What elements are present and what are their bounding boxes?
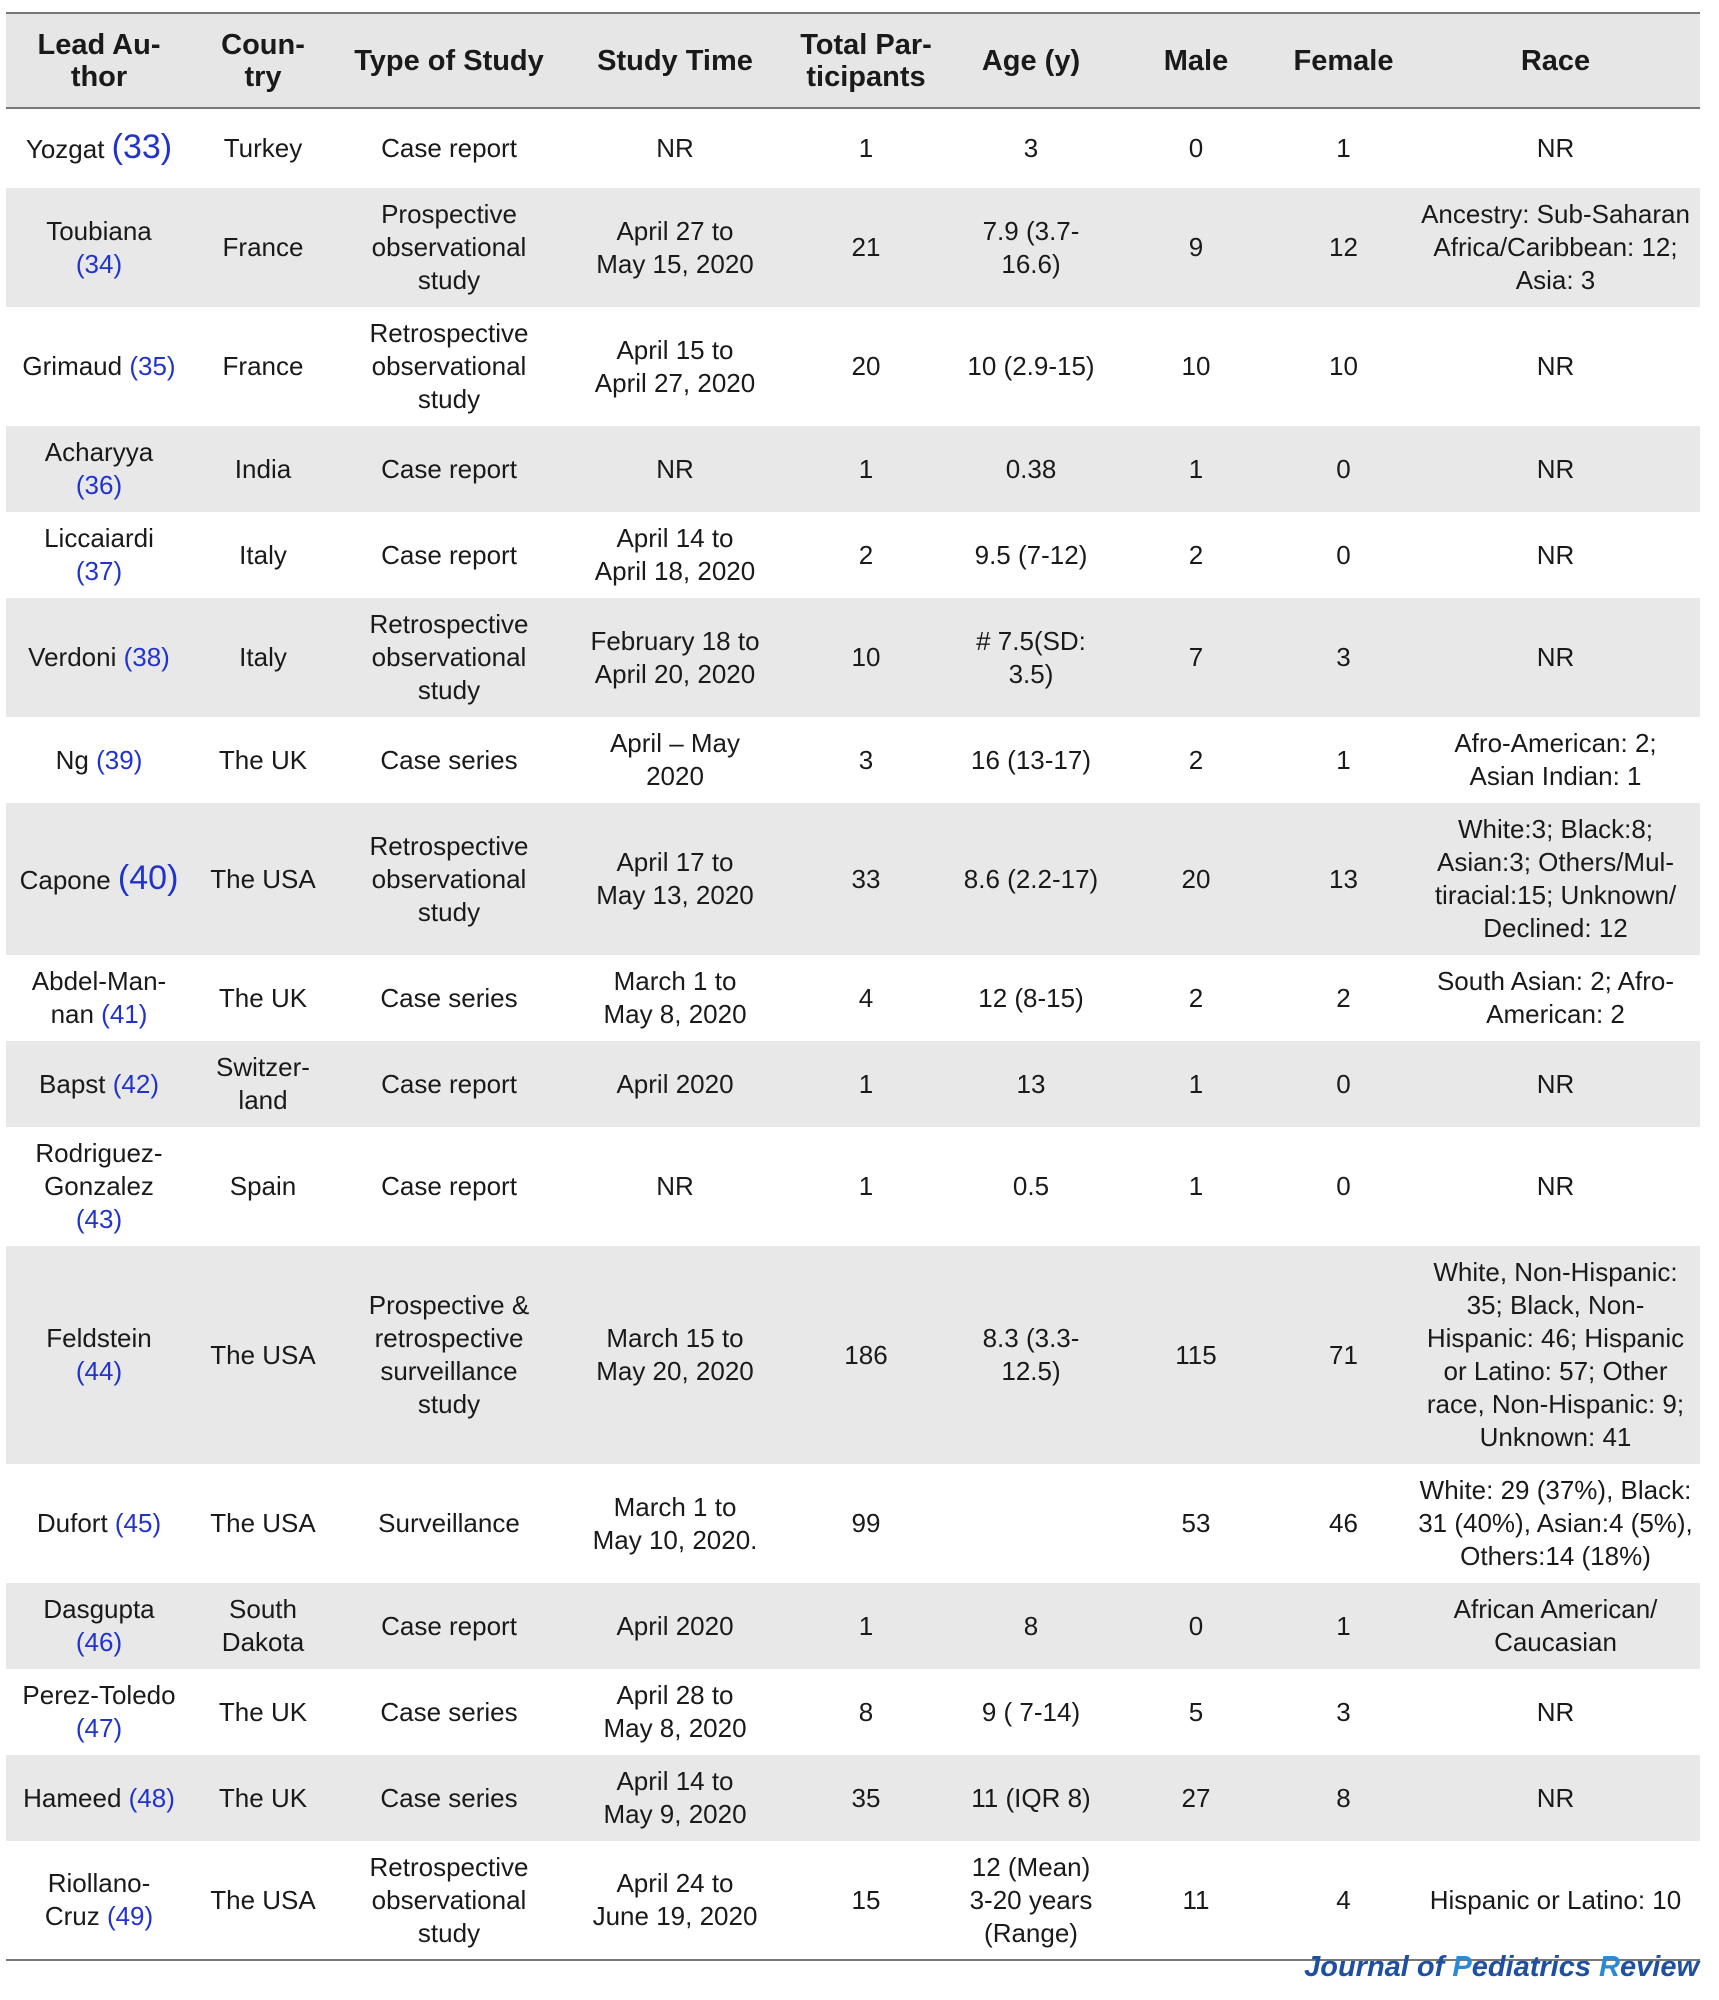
cell-race: NR [1536,642,1575,672]
cell-country: France [222,232,304,262]
table-row [6,803,1700,955]
column-header: Total Par- ticipants [800,28,932,93]
table-row [6,1041,1700,1127]
cell-study-time: April 2020 [616,1610,734,1641]
cell-race: NR [1536,539,1575,570]
cell-female: 46 [1329,1508,1358,1538]
cell-female: 71 [1329,1339,1358,1370]
study-table [6,12,1700,1961]
column-header: Study Time [597,44,753,77]
cell-country: Italy [239,642,287,672]
column-header: Male [1163,44,1229,77]
cell-female: 8 [1336,1782,1351,1813]
cell-female: 3 [1336,642,1351,672]
cell-race: Ancestry: Sub-Saharan Africa/Caribbean: 12; Asia: 3 [1421,199,1690,295]
cell-lead-author: Acharyya (36) [44,437,154,500]
cell-lead-author: Dufort (45) [36,1508,162,1538]
cell-study-time: NR [656,1171,694,1201]
cell-lead-author: Perez-Toledo (47) [22,1680,176,1743]
cell-race: NR [1536,453,1575,484]
cell-total-participants: 10 [851,642,881,672]
table-body [6,108,1700,1960]
table-header [6,13,1700,108]
cell-total-participants: 1 [858,1068,874,1099]
cell-study-type: Case report [381,1171,517,1201]
cell-race: NR [1536,133,1575,163]
table-row [6,1246,1700,1464]
cell-lead-author: Riollano- Cruz (49) [44,1868,154,1931]
reference-link[interactable]: (42) [112,1068,159,1099]
cell-total-participants: 1 [858,453,874,484]
cell-male: 0 [1188,133,1204,163]
journal-part-4: R [1599,1951,1620,1983]
cell-male: 10 [1181,351,1211,381]
reference-link[interactable]: (48) [128,1782,175,1813]
table-row [6,108,1700,188]
cell-age: 8 [1023,1610,1039,1641]
cell-female: 1 [1336,1610,1351,1641]
cell-study-time: April 28 to May 8, 2020 [603,1680,747,1743]
cell-country: The USA [210,1884,316,1915]
cell-study-time: April 2020 [616,1068,734,1099]
reference-link[interactable]: (39) [96,744,143,775]
cell-total-participants: 1 [858,1171,874,1201]
cell-lead-author: Verdoni (38) [28,642,170,672]
reference-link[interactable]: (35) [129,351,176,381]
cell-study-type: Prospective observational study [371,199,527,295]
cell-male: 5 [1188,1696,1204,1727]
column-header: Age (y) [981,44,1081,77]
cell-country: Spain [229,1171,297,1201]
column-header: Lead Au- thor [37,28,161,93]
column-header: Race [1520,44,1591,77]
cell-age: 3 [1023,133,1039,163]
cell-male: 1 [1188,453,1204,484]
cell-study-time: February 18 to April 20, 2020 [590,625,760,689]
cell-country: Italy [239,539,287,570]
cell-age: 7.9 (3.7- 16.6) [982,215,1080,279]
reference-link[interactable]: (33) [111,128,173,166]
cell-country: India [234,453,292,484]
cell-total-participants: 15 [851,1884,881,1915]
column-header: Coun- try [221,28,305,93]
cell-age: 9.5 (7-12) [974,539,1088,570]
journal-part-5: eview [1620,1951,1699,1983]
table-row [6,1669,1700,1755]
cell-study-type: Case series [380,1782,518,1813]
cell-male: 2 [1188,539,1204,570]
cell-male: 1 [1188,1171,1204,1201]
cell-lead-author: Dasgupta (46) [43,1594,155,1657]
cell-age: 10 (2.9-15) [967,351,1095,381]
reference-link[interactable]: (46) [75,1627,123,1657]
cell-race: White: 29 (37%), Black: 31 (40%), Asian:4 (5%), Others:14 (18%) [1418,1475,1693,1571]
header-row [6,13,1700,108]
cell-total-participants: 4 [858,982,874,1013]
cell-race: Afro-American: 2; Asian Indian: 1 [1454,728,1657,791]
cell-male: 7 [1188,642,1204,672]
cell-total-participants: 20 [851,351,881,381]
journal-part-3: ediatrics [1471,1951,1600,1983]
cell-male: 53 [1181,1508,1211,1538]
cell-female: 12 [1329,232,1358,262]
cell-study-time: April 14 to April 18, 2020 [594,523,756,586]
cell-study-type: Surveillance [378,1508,520,1538]
cell-lead-author: Bapst (42) [39,1068,159,1099]
cell-study-type: Retrospective observational study [369,830,529,927]
reference-link[interactable]: (38) [123,642,170,672]
cell-total-participants: 1 [858,1610,874,1641]
cell-age: 16 (13-17) [971,744,1091,775]
cell-race: NR [1536,1171,1575,1201]
cell-study-time: April 17 to May 13, 2020 [596,847,754,910]
table-row [6,307,1700,426]
cell-lead-author: Ng (39) [55,744,143,775]
study-table-container [6,12,1700,1961]
cell-study-type: Retrospective observational study [369,318,529,414]
cell-female: 10 [1329,351,1358,381]
cell-study-type: Case series [380,982,518,1013]
cell-study-time: April 27 to May 15, 2020 [596,215,754,279]
table-row [6,188,1700,307]
cell-age [946,1464,1116,1583]
cell-male: 2 [1188,744,1204,775]
cell-race: NR [1536,1068,1575,1099]
table-row [6,1583,1700,1669]
cell-lead-author: Feldstein (44) [46,1323,152,1386]
cell-race: White, Non-Hispanic: 35; Black, Non- Hispanic: 46; Hispanic or Latino: 57; Other race, Non-Hispanic: 9; Unknown: 41 [1426,1257,1685,1452]
cell-female: 0 [1336,453,1351,484]
cell-lead-author: Rodriguez- Gonzalez (43) [35,1138,163,1234]
cell-male: 20 [1181,863,1211,894]
table-row [6,1127,1700,1246]
journal-part-1: Journal of [1304,1951,1453,1983]
cell-total-participants: 35 [851,1782,881,1813]
cell-study-type: Case report [381,453,517,484]
cell-study-type: Prospective & retrospective surveillance study [368,1290,530,1419]
reference-link[interactable]: (40) [117,858,179,897]
table-row [6,1841,1700,1960]
cell-total-participants: 2 [858,539,874,570]
table-row [6,955,1700,1041]
column-header: Type of Study [354,44,544,77]
cell-total-participants: 33 [851,863,881,894]
cell-lead-author: Toubiana (34) [46,215,152,279]
table-row [6,598,1700,717]
cell-study-type: Case series [380,1696,518,1727]
cell-study-time: March 15 to May 20, 2020 [596,1323,754,1386]
table-row [6,1464,1700,1583]
cell-race: NR [1536,1696,1575,1727]
cell-study-type: Case report [381,1068,517,1099]
table-row [6,512,1700,598]
column-header: Female [1293,44,1394,77]
cell-female: 3 [1336,1696,1351,1727]
cell-study-type: Case report [381,133,517,163]
cell-country: The UK [218,1782,308,1813]
cell-total-participants: 21 [851,232,881,262]
cell-country: Switzer- land [216,1052,310,1115]
cell-study-time: April 24 to June 19, 2020 [592,1868,758,1931]
cell-female: 4 [1336,1884,1351,1915]
table-row [6,1755,1700,1841]
cell-country: France [222,351,304,381]
cell-male: 11 [1182,1884,1210,1915]
cell-age: 12 (8-15) [978,982,1084,1013]
table-row [6,426,1700,512]
cell-age: 0.5 [1012,1171,1050,1201]
cell-age: 8.3 (3.3- 12.5) [982,1323,1080,1386]
reference-link[interactable]: (34) [75,248,123,279]
reference-link[interactable]: (43) [75,1204,123,1234]
cell-study-time: April 14 to May 9, 2020 [603,1766,747,1829]
cell-lead-author: Grimaud (35) [22,351,176,381]
cell-female: 1 [1336,133,1351,163]
cell-country: South Dakota [221,1594,305,1657]
cell-male: 1 [1188,1068,1204,1099]
cell-race: NR [1536,1782,1575,1813]
reference-link[interactable]: (41) [101,999,148,1029]
cell-age: 13 [1016,1068,1046,1099]
cell-male: 0 [1188,1610,1204,1641]
cell-study-type: Retrospective observational study [369,1851,529,1948]
cell-lead-author: Yozgat (33) [25,128,173,166]
cell-age: 12 (Mean) 3-20 years (Range) [969,1851,1093,1948]
reference-link[interactable]: (36) [75,470,123,500]
cell-female: 13 [1329,863,1358,894]
reference-link[interactable]: (37) [75,556,123,586]
cell-study-type: Case report [381,539,517,570]
cell-country: The UK [218,982,308,1013]
cell-age: # 7.5(SD: 3.5) [976,625,1086,689]
reference-link[interactable]: (45) [114,1508,162,1538]
cell-country: The UK [218,1696,308,1727]
cell-female: 1 [1336,744,1351,775]
cell-study-type: Case report [381,1610,517,1641]
cell-female: 0 [1336,1068,1351,1099]
cell-study-type: Retrospective observational study [369,609,529,705]
cell-study-time: April – May 2020 [609,728,741,791]
cell-race: African American/ Caucasian [1453,1594,1658,1657]
cell-total-participants: 99 [851,1508,881,1538]
cell-total-participants: 186 [844,1339,888,1370]
cell-country: The USA [210,1339,316,1370]
cell-study-time: NR [656,133,694,163]
cell-female: 0 [1336,1171,1351,1201]
journal-name [1304,1951,1699,1984]
cell-male: 115 [1175,1339,1217,1370]
cell-study-time: March 1 to May 8, 2020 [603,966,747,1029]
cell-race: White:3; Black:8; Asian:3; Others/Mul- tiracial:15; Unknown/ Declined: 12 [1434,814,1677,943]
cell-age: 0.38 [1005,453,1057,484]
cell-lead-author: Hameed (48) [23,1782,175,1813]
cell-female: 0 [1336,539,1351,570]
cell-race: South Asian: 2; Afro- American: 2 [1436,966,1675,1029]
cell-study-time: March 1 to May 10, 2020. [592,1491,758,1555]
cell-country: The UK [218,744,308,775]
cell-race: Hispanic or Latino: 10 [1429,1884,1682,1915]
cell-total-participants: 3 [858,744,874,775]
cell-country: The USA [210,863,316,894]
cell-male: 9 [1188,232,1204,262]
cell-study-time: April 15 to April 27, 2020 [594,334,756,398]
cell-total-participants: 1 [858,133,874,163]
journal-part-2: P [1452,1951,1472,1983]
cell-lead-author: Abdel-Man- nan (41) [31,966,167,1029]
cell-lead-author: Capone (40) [19,858,179,897]
table-row [6,717,1700,803]
cell-total-participants: 8 [858,1696,874,1727]
reference-link[interactable]: (49) [106,1901,154,1931]
cell-male: 2 [1188,982,1204,1013]
cell-race: NR [1536,351,1575,381]
cell-lead-author: Liccaiardi (37) [44,523,154,586]
reference-link[interactable]: (44) [75,1356,123,1386]
cell-male: 27 [1181,1782,1211,1813]
cell-female: 2 [1336,982,1351,1013]
cell-country: The USA [210,1508,316,1538]
cell-study-type: Case series [380,744,518,775]
cell-age: 9 ( 7-14) [981,1696,1081,1727]
cell-age: 11 (IQR 8) [971,1782,1091,1813]
reference-link[interactable]: (47) [75,1713,123,1743]
cell-study-time: NR [656,453,694,484]
cell-age: 8.6 (2.2-17) [963,863,1099,894]
cell-country: Turkey [223,133,303,163]
